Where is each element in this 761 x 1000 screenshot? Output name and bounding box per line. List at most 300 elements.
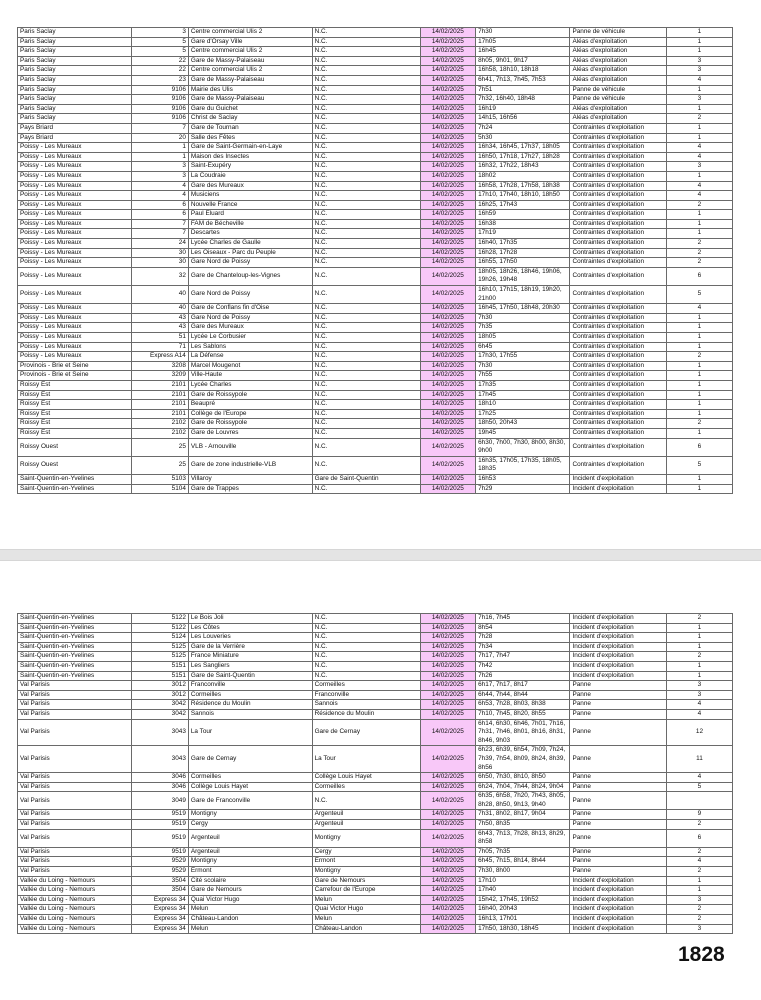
times-cell: 16h38: [476, 219, 570, 229]
date-cell: 14/02/2025: [420, 400, 476, 410]
times-cell: 17h30, 17h55: [476, 352, 570, 362]
reason-cell: Contraintes d'exploitation: [570, 286, 666, 304]
destination-cell: N.C.: [312, 792, 420, 810]
network-cell: Val Parisis: [18, 792, 132, 810]
date-cell: 14/02/2025: [420, 352, 476, 362]
reason-cell: Panne: [570, 820, 666, 830]
times-cell: 7h16, 7h45: [476, 614, 570, 624]
destination-cell: N.C.: [312, 623, 420, 633]
line-cell: 5: [132, 47, 189, 57]
reason-cell: Panne: [570, 857, 666, 867]
departure-stop-cell: Villaroy: [188, 474, 312, 484]
times-cell: 18h05: [476, 333, 570, 343]
count-cell: 4: [666, 709, 732, 719]
table-row: [18, 258, 733, 268]
table-row: [18, 95, 733, 105]
date-cell: 14/02/2025: [420, 286, 476, 304]
date-cell: 14/02/2025: [420, 75, 476, 85]
times-cell: 7h26: [476, 671, 570, 681]
departure-stop-cell: Musiciens: [188, 191, 312, 201]
times-cell: 7h24: [476, 123, 570, 133]
network-cell: Paris Saclay: [18, 66, 132, 76]
table-row: [18, 229, 733, 239]
count-cell: 2: [666, 258, 732, 268]
network-cell: Val Parisis: [18, 746, 132, 773]
line-cell: 9529: [132, 867, 189, 877]
line-cell: 30: [132, 248, 189, 258]
departure-stop-cell: Gare de Louvres: [188, 428, 312, 438]
reason-cell: Contraintes d'exploitation: [570, 143, 666, 153]
reason-cell: Contraintes d'exploitation: [570, 438, 666, 456]
table-row: [18, 810, 733, 820]
departure-stop-cell: Centre commercial Ulis 2: [188, 66, 312, 76]
destination-cell: Argenteuil: [312, 820, 420, 830]
destination-cell: N.C.: [312, 438, 420, 456]
network-cell: Poissy - Les Mureaux: [18, 352, 132, 362]
count-cell: 1: [666, 219, 732, 229]
reason-cell: Contraintes d'exploitation: [570, 210, 666, 220]
line-cell: 3: [132, 171, 189, 181]
table-row: [18, 219, 733, 229]
network-cell: Paris Saclay: [18, 37, 132, 47]
table-row: [18, 474, 733, 484]
count-cell: 2: [666, 820, 732, 830]
destination-cell: Cormeilles: [312, 681, 420, 691]
line-cell: 9106: [132, 114, 189, 124]
times-cell: 7h10, 7h45, 8h20, 8h55: [476, 709, 570, 719]
date-cell: 14/02/2025: [420, 181, 476, 191]
table-row: [18, 886, 733, 896]
date-cell: 14/02/2025: [420, 114, 476, 124]
count-cell: 4: [666, 191, 732, 201]
times-cell: 6h43, 7h13, 7h28, 8h13, 8h29, 8h58: [476, 829, 570, 847]
reason-cell: Contraintes d'exploitation: [570, 333, 666, 343]
count-cell: 2: [666, 915, 732, 925]
times-cell: 7h05, 7h35: [476, 847, 570, 857]
page-number: 1828: [678, 943, 725, 966]
date-cell: 14/02/2025: [420, 85, 476, 95]
date-cell: 14/02/2025: [420, 810, 476, 820]
table-row: [18, 361, 733, 371]
table-row: [18, 28, 733, 38]
network-cell: Val Parisis: [18, 700, 132, 710]
network-cell: Roissy Est: [18, 428, 132, 438]
destination-cell: N.C.: [312, 633, 420, 643]
network-cell: Pays Briard: [18, 133, 132, 143]
count-cell: 1: [666, 484, 732, 494]
count-cell: 1: [666, 171, 732, 181]
table-row: [18, 614, 733, 624]
destination-cell: N.C.: [312, 409, 420, 419]
reason-cell: Contraintes d'exploitation: [570, 123, 666, 133]
table-row: [18, 681, 733, 691]
date-cell: 14/02/2025: [420, 371, 476, 381]
network-cell: Poissy - Les Mureaux: [18, 267, 132, 285]
count-cell: [666, 792, 732, 810]
network-cell: Poissy - Les Mureaux: [18, 229, 132, 239]
line-cell: 9529: [132, 857, 189, 867]
reason-cell: Contraintes d'exploitation: [570, 342, 666, 352]
line-cell: 3042: [132, 709, 189, 719]
times-cell: 19h45: [476, 428, 570, 438]
count-cell: 2: [666, 352, 732, 362]
line-cell: Express A14: [132, 352, 189, 362]
times-cell: 16h53: [476, 474, 570, 484]
network-cell: Val Parisis: [18, 681, 132, 691]
date-cell: 14/02/2025: [420, 239, 476, 249]
network-cell: Paris Saclay: [18, 104, 132, 114]
reason-cell: Contraintes d'exploitation: [570, 409, 666, 419]
reason-cell: Panne: [570, 690, 666, 700]
line-cell: 2102: [132, 428, 189, 438]
line-cell: Express 34: [132, 924, 189, 934]
destination-cell: N.C.: [312, 104, 420, 114]
table-row: [18, 210, 733, 220]
table-row: [18, 782, 733, 792]
times-cell: 7h29: [476, 484, 570, 494]
network-cell: Vallée du Loing - Nemours: [18, 924, 132, 934]
date-cell: 14/02/2025: [420, 333, 476, 343]
network-cell: Poissy - Les Mureaux: [18, 286, 132, 304]
network-cell: Saint-Quentin-en-Yvelines: [18, 661, 132, 671]
times-cell: 17h10: [476, 876, 570, 886]
reason-cell: Incident d'exploitation: [570, 614, 666, 624]
departure-stop-cell: Nouvelle France: [188, 200, 312, 210]
date-cell: 14/02/2025: [420, 438, 476, 456]
network-cell: Poissy - Les Mureaux: [18, 200, 132, 210]
destination-cell: N.C.: [312, 352, 420, 362]
count-cell: 2: [666, 239, 732, 249]
times-cell: 7h42: [476, 661, 570, 671]
table-row: [18, 829, 733, 847]
date-cell: 14/02/2025: [420, 709, 476, 719]
network-cell: Poissy - Les Mureaux: [18, 162, 132, 172]
reason-cell: Contraintes d'exploitation: [570, 371, 666, 381]
table-row: [18, 773, 733, 783]
date-cell: 14/02/2025: [420, 905, 476, 915]
departure-stop-cell: Les Oiseaux - Parc du Peuple: [188, 248, 312, 258]
destination-cell: N.C.: [312, 371, 420, 381]
date-cell: 14/02/2025: [420, 143, 476, 153]
departure-stop-cell: Montigny: [188, 857, 312, 867]
times-cell: 17h05: [476, 37, 570, 47]
line-cell: 3209: [132, 371, 189, 381]
network-cell: Saint-Quentin-en-Yvelines: [18, 671, 132, 681]
line-cell: 22: [132, 56, 189, 66]
times-cell: 7h17, 7h47: [476, 652, 570, 662]
departure-stop-cell: Centre commercial Ulis 2: [188, 47, 312, 57]
departure-stop-cell: Gare de la Verrière: [188, 642, 312, 652]
count-cell: 1: [666, 671, 732, 681]
line-cell: 25: [132, 456, 189, 474]
times-cell: 16h13, 17h01: [476, 915, 570, 925]
destination-cell: N.C.: [312, 200, 420, 210]
departure-stop-cell: Gare de Saint-Quentin: [188, 671, 312, 681]
line-cell: 6: [132, 210, 189, 220]
line-cell: 3043: [132, 719, 189, 746]
reason-cell: Contraintes d'exploitation: [570, 390, 666, 400]
network-cell: Poissy - Les Mureaux: [18, 181, 132, 191]
network-cell: Paris Saclay: [18, 28, 132, 38]
table-row: [18, 438, 733, 456]
destination-cell: Gare de Saint-Quentin: [312, 474, 420, 484]
reason-cell: Aléas d'exploitation: [570, 104, 666, 114]
network-cell: Poissy - Les Mureaux: [18, 248, 132, 258]
times-cell: 6h41, 7h13, 7h45, 7h53: [476, 75, 570, 85]
times-cell: 5h30: [476, 133, 570, 143]
destination-cell: N.C.: [312, 123, 420, 133]
times-cell: 7h30: [476, 361, 570, 371]
destination-cell: N.C.: [312, 258, 420, 268]
times-cell: 7h51: [476, 85, 570, 95]
destination-cell: N.C.: [312, 333, 420, 343]
times-cell: 6h44, 7h44, 8h44: [476, 690, 570, 700]
times-cell: 6h35, 6h58, 7h20, 7h43, 8h05, 8h28, 8h50, 9h13, 9h40: [476, 792, 570, 810]
departure-stop-cell: VLB - Arnouville: [188, 438, 312, 456]
network-cell: Vallée du Loing - Nemours: [18, 915, 132, 925]
destination-cell: N.C.: [312, 323, 420, 333]
network-cell: Val Parisis: [18, 857, 132, 867]
times-cell: 6h45: [476, 342, 570, 352]
line-cell: 5122: [132, 623, 189, 633]
count-cell: 1: [666, 642, 732, 652]
reason-cell: Aléas d'exploitation: [570, 37, 666, 47]
reason-cell: Incident d'exploitation: [570, 652, 666, 662]
departure-stop-cell: Les Sablons: [188, 342, 312, 352]
date-cell: 14/02/2025: [420, 895, 476, 905]
reason-cell: Incident d'exploitation: [570, 915, 666, 925]
table-row: [18, 905, 733, 915]
network-cell: Roissy Est: [18, 400, 132, 410]
date-cell: 14/02/2025: [420, 191, 476, 201]
count-cell: 1: [666, 210, 732, 220]
date-cell: 14/02/2025: [420, 829, 476, 847]
count-cell: 2: [666, 200, 732, 210]
times-cell: 6h24, 7h04, 7h44, 8h24, 9h04: [476, 782, 570, 792]
reason-cell: Contraintes d'exploitation: [570, 352, 666, 362]
table-row: [18, 719, 733, 746]
line-cell: 5103: [132, 474, 189, 484]
network-cell: Val Parisis: [18, 782, 132, 792]
line-cell: 5: [132, 37, 189, 47]
line-cell: 32: [132, 267, 189, 285]
reason-cell: Contraintes d'exploitation: [570, 304, 666, 314]
count-cell: 4: [666, 75, 732, 85]
network-cell: Roissy Ouest: [18, 456, 132, 474]
date-cell: 14/02/2025: [420, 104, 476, 114]
table-row: [18, 114, 733, 124]
table-row: [18, 895, 733, 905]
line-cell: 7: [132, 229, 189, 239]
reason-cell: Panne: [570, 792, 666, 810]
destination-cell: Sannois: [312, 700, 420, 710]
departure-stop-cell: La Coudraie: [188, 171, 312, 181]
table-row: [18, 709, 733, 719]
count-cell: 2: [666, 867, 732, 877]
network-cell: Roissy Est: [18, 390, 132, 400]
network-cell: Vallée du Loing - Nemours: [18, 905, 132, 915]
count-cell: 1: [666, 633, 732, 643]
departure-stop-cell: Les Louveries: [188, 633, 312, 643]
table-row: [18, 456, 733, 474]
network-cell: Poissy - Les Mureaux: [18, 333, 132, 343]
times-cell: 17h35: [476, 380, 570, 390]
count-cell: 3: [666, 690, 732, 700]
date-cell: 14/02/2025: [420, 219, 476, 229]
departure-stop-cell: FAM de Bécheville: [188, 219, 312, 229]
count-cell: 1: [666, 876, 732, 886]
destination-cell: Quai Victor Hugo: [312, 905, 420, 915]
destination-cell: Ermont: [312, 857, 420, 867]
times-cell: 8h05, 9h01, 9h17: [476, 56, 570, 66]
table-row: [18, 304, 733, 314]
times-cell: 16h45: [476, 47, 570, 57]
line-cell: 3042: [132, 700, 189, 710]
reason-cell: Panne: [570, 681, 666, 691]
destination-cell: N.C.: [312, 181, 420, 191]
count-cell: 4: [666, 143, 732, 153]
table-row: [18, 333, 733, 343]
count-cell: 1: [666, 342, 732, 352]
reason-cell: Panne: [570, 700, 666, 710]
table-row: [18, 915, 733, 925]
times-cell: 16h19: [476, 104, 570, 114]
destination-cell: N.C.: [312, 229, 420, 239]
departure-stop-cell: Beaupré: [188, 400, 312, 410]
reason-cell: Contraintes d'exploitation: [570, 219, 666, 229]
table-row: [18, 56, 733, 66]
destination-cell: N.C.: [312, 661, 420, 671]
times-cell: 6h23, 6h39, 6h54, 7h09, 7h24, 7h39, 7h54, 8h09, 8h24, 8h39, 8h56: [476, 746, 570, 773]
network-cell: Val Parisis: [18, 719, 132, 746]
date-cell: 14/02/2025: [420, 867, 476, 877]
line-cell: 5125: [132, 642, 189, 652]
reason-cell: Panne: [570, 719, 666, 746]
date-cell: 14/02/2025: [420, 924, 476, 934]
times-cell: 16h35, 17h05, 17h35, 18h05, 18h35: [476, 456, 570, 474]
reason-cell: Contraintes d'exploitation: [570, 361, 666, 371]
departure-stop-cell: Gare Nord de Poissy: [188, 313, 312, 323]
incident-table-page-1: [17, 27, 733, 494]
departure-stop-cell: Maison des Insectes: [188, 152, 312, 162]
table-row: [18, 85, 733, 95]
reason-cell: Contraintes d'exploitation: [570, 313, 666, 323]
table-row: [18, 642, 733, 652]
date-cell: 14/02/2025: [420, 66, 476, 76]
line-cell: 3049: [132, 792, 189, 810]
date-cell: 14/02/2025: [420, 133, 476, 143]
date-cell: 14/02/2025: [420, 47, 476, 57]
times-cell: 15h42, 17h45, 19h52: [476, 895, 570, 905]
reason-cell: Contraintes d'exploitation: [570, 323, 666, 333]
departure-stop-cell: Gare de Nemours: [188, 886, 312, 896]
date-cell: 14/02/2025: [420, 719, 476, 746]
reason-cell: Incident d'exploitation: [570, 623, 666, 633]
count-cell: 4: [666, 152, 732, 162]
destination-cell: N.C.: [312, 484, 420, 494]
count-cell: 1: [666, 47, 732, 57]
times-cell: 17h50, 18h30, 18h45: [476, 924, 570, 934]
departure-stop-cell: Cormeilles: [188, 690, 312, 700]
date-cell: 14/02/2025: [420, 886, 476, 896]
line-cell: 3046: [132, 782, 189, 792]
times-cell: 8h54: [476, 623, 570, 633]
times-cell: 17h45: [476, 390, 570, 400]
network-cell: Paris Saclay: [18, 85, 132, 95]
table-row: [18, 746, 733, 773]
count-cell: 5: [666, 456, 732, 474]
date-cell: 14/02/2025: [420, 847, 476, 857]
count-cell: 1: [666, 886, 732, 896]
times-cell: 7h30, 8h00: [476, 867, 570, 877]
departure-stop-cell: Saint-Exupéry: [188, 162, 312, 172]
count-cell: 1: [666, 323, 732, 333]
table-row: [18, 267, 733, 285]
network-cell: Val Parisis: [18, 820, 132, 830]
table-row: [18, 371, 733, 381]
network-cell: Poissy - Les Mureaux: [18, 323, 132, 333]
table-row: [18, 428, 733, 438]
departure-stop-cell: Melun: [188, 924, 312, 934]
date-cell: 14/02/2025: [420, 171, 476, 181]
network-cell: Saint-Quentin-en-Yvelines: [18, 484, 132, 494]
reason-cell: Contraintes d'exploitation: [570, 200, 666, 210]
table-row: [18, 352, 733, 362]
network-cell: Saint-Quentin-en-Yvelines: [18, 614, 132, 624]
departure-stop-cell: Marcel Mougenot: [188, 361, 312, 371]
reason-cell: Contraintes d'exploitation: [570, 380, 666, 390]
count-cell: 1: [666, 400, 732, 410]
table-row: [18, 400, 733, 410]
table-row: [18, 484, 733, 494]
line-cell: 5124: [132, 633, 189, 643]
departure-stop-cell: Cité scolaire: [188, 876, 312, 886]
line-cell: 43: [132, 323, 189, 333]
network-cell: Poissy - Les Mureaux: [18, 313, 132, 323]
date-cell: 14/02/2025: [420, 915, 476, 925]
table-row: [18, 671, 733, 681]
times-cell: 16h40, 17h35: [476, 239, 570, 249]
date-cell: 14/02/2025: [420, 484, 476, 494]
count-cell: 2: [666, 114, 732, 124]
line-cell: 22: [132, 66, 189, 76]
table-row: [18, 323, 733, 333]
line-cell: 40: [132, 304, 189, 314]
departure-stop-cell: Le Bois Joli: [188, 614, 312, 624]
departure-stop-cell: Gare de Massy-Palaiseau: [188, 75, 312, 85]
departure-stop-cell: Collège Louis Hayet: [188, 782, 312, 792]
reason-cell: Panne: [570, 782, 666, 792]
line-cell: 5151: [132, 671, 189, 681]
times-cell: 18h05, 18h26, 18h46, 19h06, 19h26, 19h48: [476, 267, 570, 285]
count-cell: 1: [666, 37, 732, 47]
line-cell: 3012: [132, 681, 189, 691]
times-cell: 7h30: [476, 28, 570, 38]
destination-cell: N.C.: [312, 239, 420, 249]
destination-cell: Melun: [312, 915, 420, 925]
incident-table-page-2: [17, 613, 733, 934]
line-cell: 6: [132, 200, 189, 210]
date-cell: 14/02/2025: [420, 746, 476, 773]
departure-stop-cell: Les Côtes: [188, 623, 312, 633]
times-cell: 16h55, 17h50: [476, 258, 570, 268]
destination-cell: N.C.: [312, 400, 420, 410]
date-cell: 14/02/2025: [420, 248, 476, 258]
network-cell: Poissy - Les Mureaux: [18, 210, 132, 220]
count-cell: 1: [666, 123, 732, 133]
count-cell: 1: [666, 313, 732, 323]
destination-cell: Cergy: [312, 847, 420, 857]
